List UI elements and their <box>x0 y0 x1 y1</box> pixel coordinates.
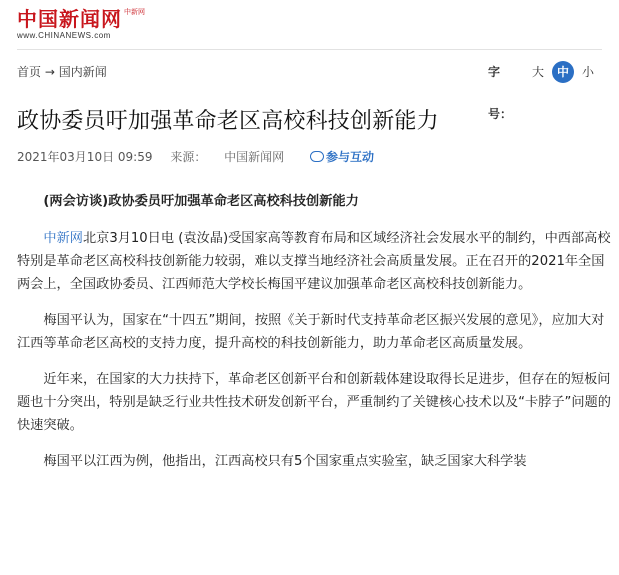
article-paragraph-3: 近年来，在国家的大力扶持下，革命老区创新平台和创新载体建设取得长足进步，但存在的短板问题也十分突出，特别是缺乏行业共性技术研发创新平台，严重制约了关键核心技术以及“卡脖子”问题的快速突破。 <box>17 372 611 433</box>
interact-label: 参与互动 <box>326 150 375 164</box>
font-size-medium-button[interactable]: 中 <box>552 61 574 83</box>
logo-chinese: 中国新闻网 中新网 <box>17 7 145 31</box>
logo-url: www.CHINANEWS.com <box>17 31 111 40</box>
article-paragraph-2: 梅国平认为，国家在“十四五”期间，按照《关于新时代支持革命老区振兴发展的意见》，应加大对江西等革命老区高校的支持力度，提升高校的科技创新能力，助力革命老区高质量发展。 <box>17 313 605 351</box>
breadcrumb <box>17 63 107 80</box>
font-size-label-suffix: 号： <box>488 107 513 121</box>
article-paragraph-1 <box>17 227 611 296</box>
interact-link[interactable] <box>310 150 374 164</box>
article-datetime: 2021年03月10日 09:59 <box>17 150 153 164</box>
font-size-switcher <box>488 61 608 121</box>
source-label: 来源： <box>170 150 207 164</box>
article-body <box>17 190 611 486</box>
breadcrumb-home-link[interactable]: 首页 <box>17 65 42 79</box>
logo-small-text: 中新网 <box>124 8 145 16</box>
font-size-large-button[interactable]: 大 <box>532 65 545 79</box>
font-size-small-button[interactable]: 小 <box>582 65 595 79</box>
paragraph-1-text: 北京3月10日电 (袁汝晶)受国家高等教育布局和区域经济社会发展水平的制约，中西部高校特别是革命老区高校科技创新能力较弱，难以支撑当地经济社会高质量发展。正在召开的2021年全国两会上，全国政协委员、江西师范大学校长梅国平建议加强革命老区高校科技创新能力。 <box>17 231 611 292</box>
site-logo[interactable] <box>17 8 157 42</box>
breadcrumb-section-link[interactable]: 国内新闻 <box>58 65 107 79</box>
article-title: 政协委员吁加强革命老区高校科技创新能力 <box>17 109 439 134</box>
article-lead: (两会访谈)政协委员吁加强革命老区高校科技创新能力 <box>43 194 359 209</box>
font-size-label: 字 <box>488 65 501 79</box>
source-name: 中国新闻网 <box>224 150 285 164</box>
article-paragraph-4: 梅国平以江西为例，他指出，江西高校只有5个国家重点实验室，缺乏国家大科学装 <box>43 454 527 469</box>
breadcrumb-arrow: → <box>44 65 55 79</box>
chinanews-link[interactable]: 中新网 <box>43 231 83 246</box>
article-meta <box>17 148 374 165</box>
comment-icon <box>310 151 324 162</box>
header-divider <box>17 49 602 50</box>
